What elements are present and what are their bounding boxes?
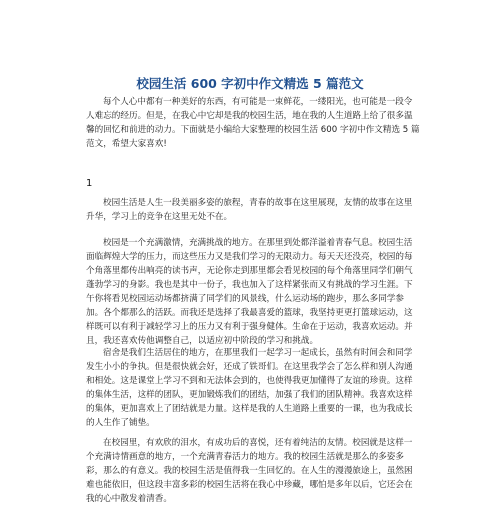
paragraph-text: 校园生活是人生一段美丽多姿的旅程，青春的故事在这里展现，友情的故事在这里升华，学习上的竞争在这里无处不在。: [86, 198, 413, 222]
body-paragraph: [86, 346, 420, 430]
body-paragraph: [86, 236, 420, 348]
paragraph-text: 校园是一个充满激情，充满挑战的地方。在那里到处都洋溢着青春气息。校园生活面临辉煌大学的压力，而这些压力又是我们学习的无限动力。每天天还没亮，校园的每个角落里都传出响亮的读书声，无论你走到那里都会看见校园的每个角落里同学们朝气蓬勃学习的身影。我也是其中一份子，我也加入了这样紧张而又有挑战的学习生涯。下午你将看见校园运动场都挤满了同学们的风景线，什么运动场的跑步，那么多同学参加。各个都那么的活跃。而我还是选择了我最喜爱的篮球，我坚持更更打篮球运动，这样既可以有利于减轻学习上的压力又有利于强身健体。生命在于运动，我喜欢运动。并且，我还喜欢传他调整自己，以适应初中阶段的学习和挑战。: [86, 238, 413, 346]
intro-paragraph: [86, 95, 420, 151]
article-title: 校园生活 600 字初中作文精选 5 篇范文: [136, 76, 364, 91]
body-paragraph: [86, 196, 420, 224]
body-paragraph: [86, 436, 420, 506]
section-number: 1: [86, 178, 93, 189]
paragraph-text: 宿舍是我们生活居住的地方，在那里我们一起学习一起成长，虽然有时间会和同学发生小小的争执。但是很快就会好，还成了铁哥们。在这里我学会了怎么样和别人沟通和相处。这是课堂上学习不到和无法体会到的，也使得我更加懂得了友谊的珍贵。这样的集体生活，这样的团队，更加锻炼我们的团结，加强了我们的团队精神。我喜欢这样的集体，更加喜欢上了团结就是力量。这样是我的人生道路上重要的一课，也为我成长的人生作了铺垫。: [86, 348, 413, 428]
paragraph-text: 在校园里，有欢欣的泪水，有成功后的喜悦，还有着纯洁的友情。校园就是这样一个充满诗情画意的地方，一个充满青春活力的地方。我的校园生活就是那么的多姿多彩，那么的有意义。我的校园生活是值得我一生回忆的。在人生的漫漫旅途上，虽然困难也能依旧，但这段丰富多彩的校园生活将在我心中珍藏，哪怕是多年以后，它还会在我的心中散发着清香。: [86, 438, 413, 504]
intro-text: 每个人心中都有一种美好的东西，有可能是一束鲜花，一缕阳光，也可能是一段令人难忘的经历。但是，在我心中它却是我的校园生活，地在我的人生道路上给了很多温馨的回忆和前进的动力。下面就是小编给大家整理的校园生活 600 字初中作文精选 5 篇范文，希望大家喜欢!: [86, 97, 420, 149]
